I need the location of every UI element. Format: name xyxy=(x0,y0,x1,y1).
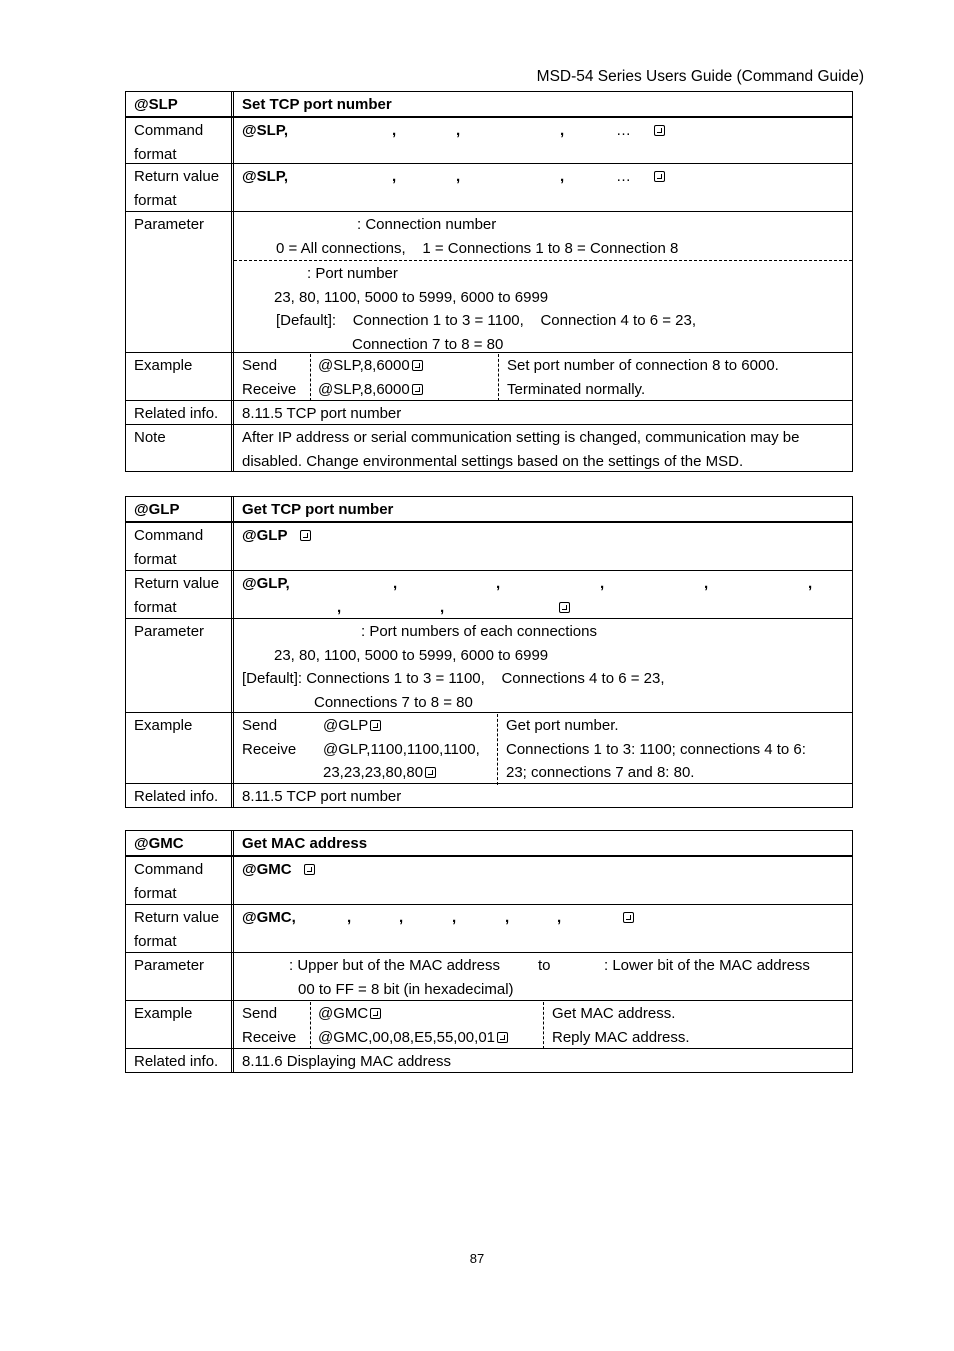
gmc-return-format-row xyxy=(126,904,852,952)
return-key-icon xyxy=(559,602,570,613)
glp-return-format-label: Return value format xyxy=(126,571,234,618)
gmc-related-label: Related info. xyxy=(126,1049,234,1072)
glp-receive-command-line-1: @GLP,1100,1100,1100, xyxy=(323,740,480,758)
slp-note-row xyxy=(126,424,852,471)
gmc-header-row xyxy=(126,831,852,856)
slp-return-format-label: Return value format xyxy=(126,164,234,211)
gmc-related-info: 8.11.6 Displaying MAC address xyxy=(242,1053,451,1070)
return-key-icon xyxy=(412,384,423,395)
gmc-receive-description: Reply MAC address. xyxy=(552,1028,690,1046)
gmc-code: @GMC xyxy=(126,831,234,855)
glp-return-format: @GLP, , , , , , , , xyxy=(242,575,813,616)
glp-receive-description-line-1: Connections 1 to 3: 1100; connections 4 to 6: xyxy=(506,740,806,758)
slp-send-description: Set port number of connection 8 to 6000. xyxy=(507,357,779,374)
return-key-icon xyxy=(497,1032,508,1043)
glp-related-label: Related info. xyxy=(126,784,234,807)
return-key-icon xyxy=(370,720,381,731)
gmc-return-format-label: Return value format xyxy=(126,905,234,952)
glp-code: @GLP xyxy=(126,497,234,521)
glp-command-table xyxy=(125,496,853,808)
glp-example: Send Receive @GLP @GLP,1100,1100,1100, 23,23,23,80,80 Get port number. Connections 1 to 3: 1100; connections 4 to 6: 23; connections 7 and 8: 80. xyxy=(242,714,844,785)
gmc-send-description: Get MAC address. xyxy=(552,1005,676,1022)
gmc-related-row xyxy=(126,1048,852,1072)
gmc-return-format: @GMC, , , , , , xyxy=(242,906,844,951)
glp-related-info: 8.11.5 TCP port number xyxy=(242,788,402,805)
glp-send-description: Get port number. xyxy=(506,717,619,734)
slp-receive-description: Terminated normally. xyxy=(507,380,646,398)
slp-command-format-row xyxy=(126,117,852,163)
glp-send-command: @GLP xyxy=(323,717,369,734)
slp-command-table xyxy=(125,91,853,472)
gmc-parameter-row xyxy=(126,952,852,1000)
glp-parameter-label: Parameter xyxy=(126,619,234,712)
glp-command-format: @GLP xyxy=(242,527,288,544)
return-key-icon xyxy=(304,864,315,875)
glp-return-format-row xyxy=(126,570,852,618)
glp-example-row xyxy=(126,712,852,783)
glp-command-format-label: Command format xyxy=(126,523,234,570)
gmc-command-table xyxy=(125,830,853,1073)
slp-header-row xyxy=(126,92,852,117)
slp-send-command: @SLP,8,6000 xyxy=(318,357,410,374)
glp-example-label: Example xyxy=(126,713,234,783)
return-key-icon xyxy=(300,530,311,541)
slp-title: Set TCP port number xyxy=(242,96,392,113)
slp-example: Send Receive @SLP,8,6000 @SLP,8,6000 Set port number of connection 8 to 6000. Terminated normally. xyxy=(242,354,844,401)
page-header: MSD-54 Series Users Guide (Command Guide) xyxy=(536,68,864,85)
slp-related-label: Related info. xyxy=(126,401,234,424)
gmc-command-format-label: Command format xyxy=(126,857,234,904)
slp-parameter-row xyxy=(126,211,852,352)
page-number: 87 xyxy=(469,1251,485,1266)
glp-title: Get TCP port number xyxy=(242,501,394,518)
glp-related-row xyxy=(126,783,852,807)
return-key-icon xyxy=(654,125,665,136)
return-key-icon xyxy=(425,767,436,778)
return-key-icon xyxy=(370,1008,381,1019)
gmc-receive-command: @GMC,00,08,E5,55,00,01 xyxy=(318,1028,495,1046)
gmc-example: Send Receive @GMC @GMC,00,08,E5,55,00,01 Get MAC address. Reply MAC address. xyxy=(242,1002,844,1049)
slp-return-format: @SLP, , , , … xyxy=(242,165,844,210)
slp-example-row xyxy=(126,352,852,400)
gmc-example-label: Example xyxy=(126,1001,234,1048)
gmc-command-format: @GMC xyxy=(242,861,292,878)
slp-param-connection: : Connection number 0 = All connections, 1 = Connections 1 to 8 = Connection 8 xyxy=(276,216,679,257)
slp-note-text: After IP address or serial communication setting is changed, communication may be disabled. Change environmental settings based on the settings of the MSD. xyxy=(242,429,800,470)
slp-receive-command: @SLP,8,6000 xyxy=(318,380,410,398)
gmc-command-format-row xyxy=(126,856,852,904)
glp-header-row xyxy=(126,497,852,522)
slp-param-port: : Port number 23, 80, 1100, 5000 to 5999, 6000 to 6999 [Default]: Connection 1 to 3 = 1100, Connection 4 to 6 = 23, Connection 7 to 8 = 80 xyxy=(234,260,852,357)
slp-command-format: @SLP, , , , … xyxy=(242,119,844,162)
return-key-icon xyxy=(412,360,423,371)
slp-note-label: Note xyxy=(126,425,234,471)
glp-command-format-row xyxy=(126,522,852,570)
gmc-send-command: @GMC xyxy=(318,1005,369,1022)
slp-return-format-row xyxy=(126,163,852,211)
slp-related-row xyxy=(126,400,852,424)
slp-example-label: Example xyxy=(126,353,234,400)
glp-param-port: : Port numbers of each connections 23, 80, 1100, 5000 to 5999, 6000 to 6999 [Default]: Connections 1 to 3 = 1100, Connections 4 to 6 = 23, Connections 7 to 8 = 80 xyxy=(242,623,665,711)
gmc-title: Get MAC address xyxy=(242,835,368,852)
slp-related-info: 8.11.5 TCP port number xyxy=(242,405,402,422)
gmc-example-row xyxy=(126,1000,852,1048)
gmc-param-mac: : Upper but of the MAC address to : Lower bit of the MAC address 00 to FF = 8 bit (in hexadecimal) xyxy=(289,957,810,998)
glp-receive-description-line-2: 23; connections 7 and 8: 80. xyxy=(506,764,695,781)
glp-parameter-row xyxy=(126,618,852,712)
slp-parameter-label: Parameter xyxy=(126,212,234,352)
return-key-icon xyxy=(654,171,665,182)
glp-receive-command-line-2: 23,23,23,80,80 xyxy=(323,764,424,781)
slp-code: @SLP xyxy=(126,92,234,116)
return-key-icon xyxy=(623,912,634,923)
slp-command-format-label: Command format xyxy=(126,118,234,163)
gmc-parameter-label: Parameter xyxy=(126,953,234,1000)
